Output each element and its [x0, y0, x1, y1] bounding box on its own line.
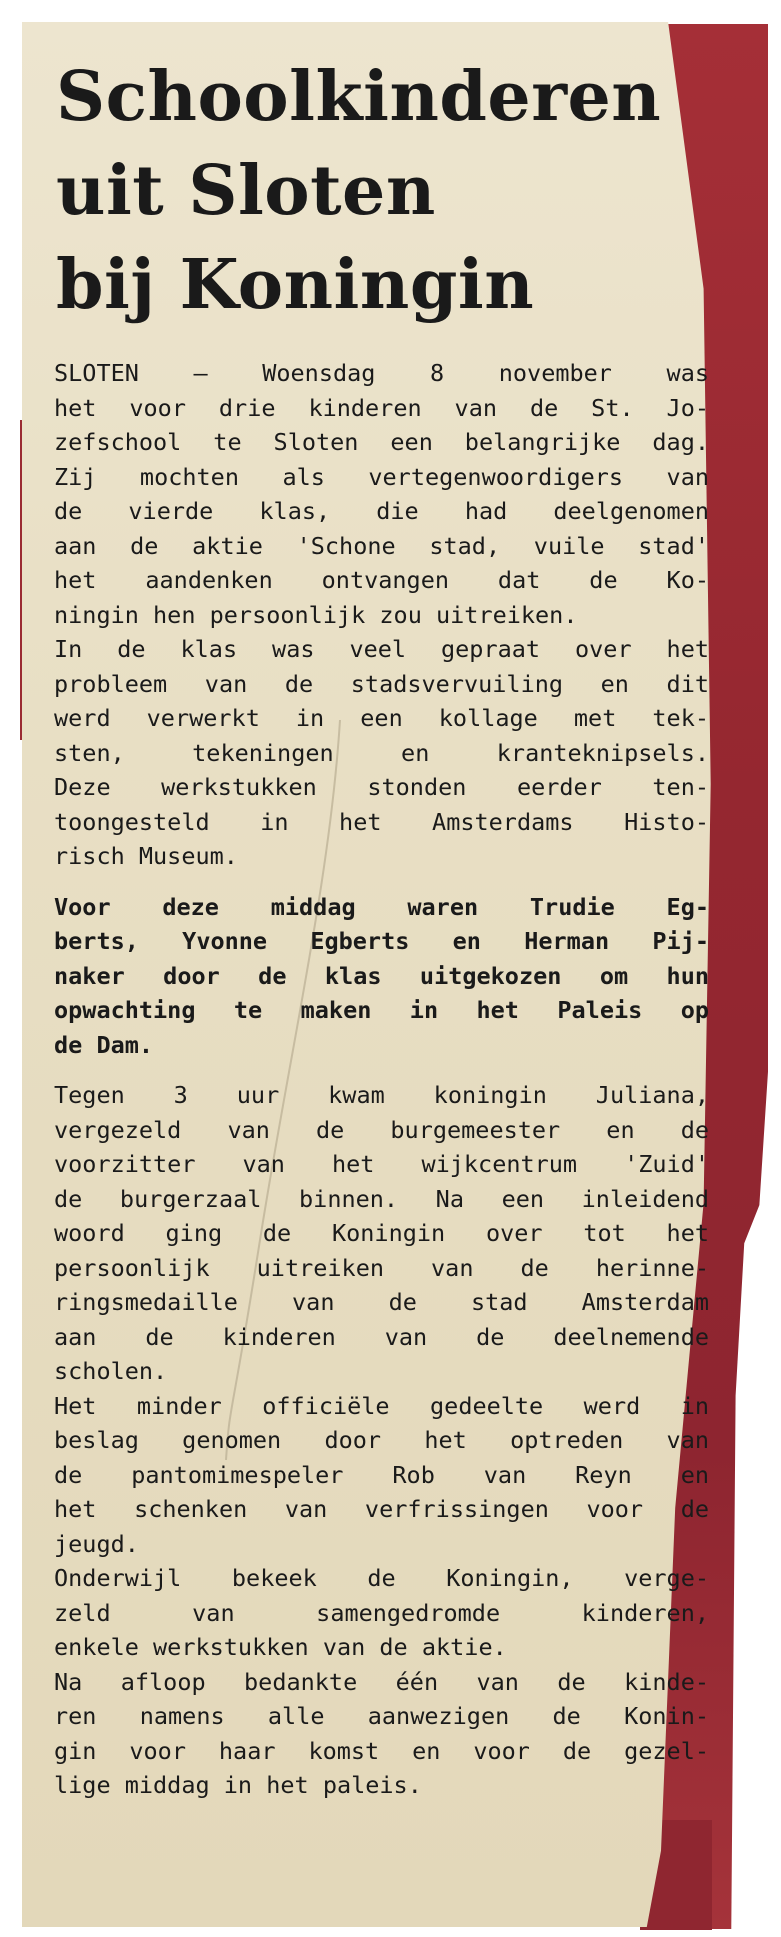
article-line: ningin hen persoonlijk zou uitreiken. — [54, 600, 578, 629]
article-line: berts, Yvonne Egberts en Herman Pij- — [54, 927, 709, 955]
article-paragraph — [54, 632, 709, 874]
article-line: naker door de klas uitgekozen om hun — [54, 961, 709, 990]
article-line: Na afloop bedankte één van de kinde- — [54, 1667, 709, 1696]
article-paragraph — [54, 1078, 709, 1389]
article-line: Voor deze middag waren Trudie Eg- — [54, 892, 709, 921]
article-line: gin voor haar komst en voor de gezel- — [54, 1736, 709, 1765]
article-line: vergezeld van de burgemeester en de — [54, 1115, 709, 1144]
article — [54, 40, 709, 1803]
article-line: Zij mochten als vertegenwoordigers van — [54, 462, 709, 491]
article-line: voorzitter van het wijkcentrum 'Zuid' — [54, 1150, 709, 1178]
article-line: opwachting te maken in het Paleis op — [54, 996, 709, 1024]
article-paragraph — [54, 1389, 709, 1562]
article-line: SLOTEN — Woensdag 8 november was — [54, 359, 709, 387]
article-line: sten, tekeningen en kranteknipsels. — [54, 738, 709, 767]
article-line: ringsmedaille van de stad Amsterdam — [54, 1288, 709, 1316]
article-line: de burgerzaal binnen. Na een inleidend — [54, 1184, 709, 1213]
article-line: risch Museum. — [54, 842, 238, 870]
article-line: de pantomimespeler Rob van Reyn en — [54, 1460, 709, 1489]
article-paragraph-bold — [54, 890, 709, 1063]
headline-line-1: Schoolkinderen — [56, 57, 662, 137]
article-paragraph — [54, 1561, 709, 1665]
article-line: lige middag in het paleis. — [54, 1771, 422, 1799]
article-line: toongesteld in het Amsterdams Histo- — [54, 807, 709, 836]
article-line: de vierde klas, die had deelgenomen — [54, 497, 709, 525]
article-line: werd verwerkt in een kollage met tek- — [54, 704, 709, 732]
article-line: Onderwijl bekeek de Koningin, verge- — [54, 1564, 709, 1592]
article-line: persoonlijk uitreiken van de herinne- — [54, 1253, 709, 1282]
article-line: In de klas was veel gepraat over het — [54, 635, 709, 663]
article-line: Tegen 3 uur kwam koningin Juliana, — [54, 1081, 709, 1109]
headline-line-3: bij Koningin — [56, 245, 535, 325]
article-line: aan de kinderen van de deelnemende — [54, 1322, 709, 1351]
article-line: zefschool te Sloten een belangrijke dag. — [54, 428, 709, 456]
article-line: scholen. — [54, 1357, 168, 1385]
article-line: aan de aktie 'Schone stad, vuile stad' — [54, 531, 709, 560]
article-line: Deze werkstukken stonden eerder ten- — [54, 773, 709, 801]
article-line: Het minder officiële gedeelte werd in — [54, 1391, 709, 1420]
article-line: het aandenken ontvangen dat de Ko- — [54, 566, 709, 594]
article-line: het voor drie kinderen van de St. Jo- — [54, 393, 709, 422]
article-paragraph — [54, 356, 709, 632]
headline — [56, 50, 709, 332]
article-line: ren namens alle aanwezigen de Konin- — [54, 1702, 709, 1730]
article-body — [54, 356, 709, 1803]
article-line: zeld van samengedromde kinderen, — [54, 1598, 709, 1627]
article-line: jeugd. — [54, 1529, 139, 1558]
article-line: enkele werkstukken van de aktie. — [54, 1633, 507, 1661]
headline-line-2: uit Sloten — [56, 151, 436, 231]
article-line: het schenken van verfrissingen voor de — [54, 1495, 709, 1523]
article-paragraph — [54, 1665, 709, 1803]
article-line: probleem van de stadsvervuiling en dit — [54, 669, 709, 698]
article-line: de Dam. — [54, 1030, 154, 1059]
article-line: woord ging de Koningin over tot het — [54, 1219, 709, 1247]
article-line: beslag genomen door het optreden van — [54, 1426, 709, 1454]
